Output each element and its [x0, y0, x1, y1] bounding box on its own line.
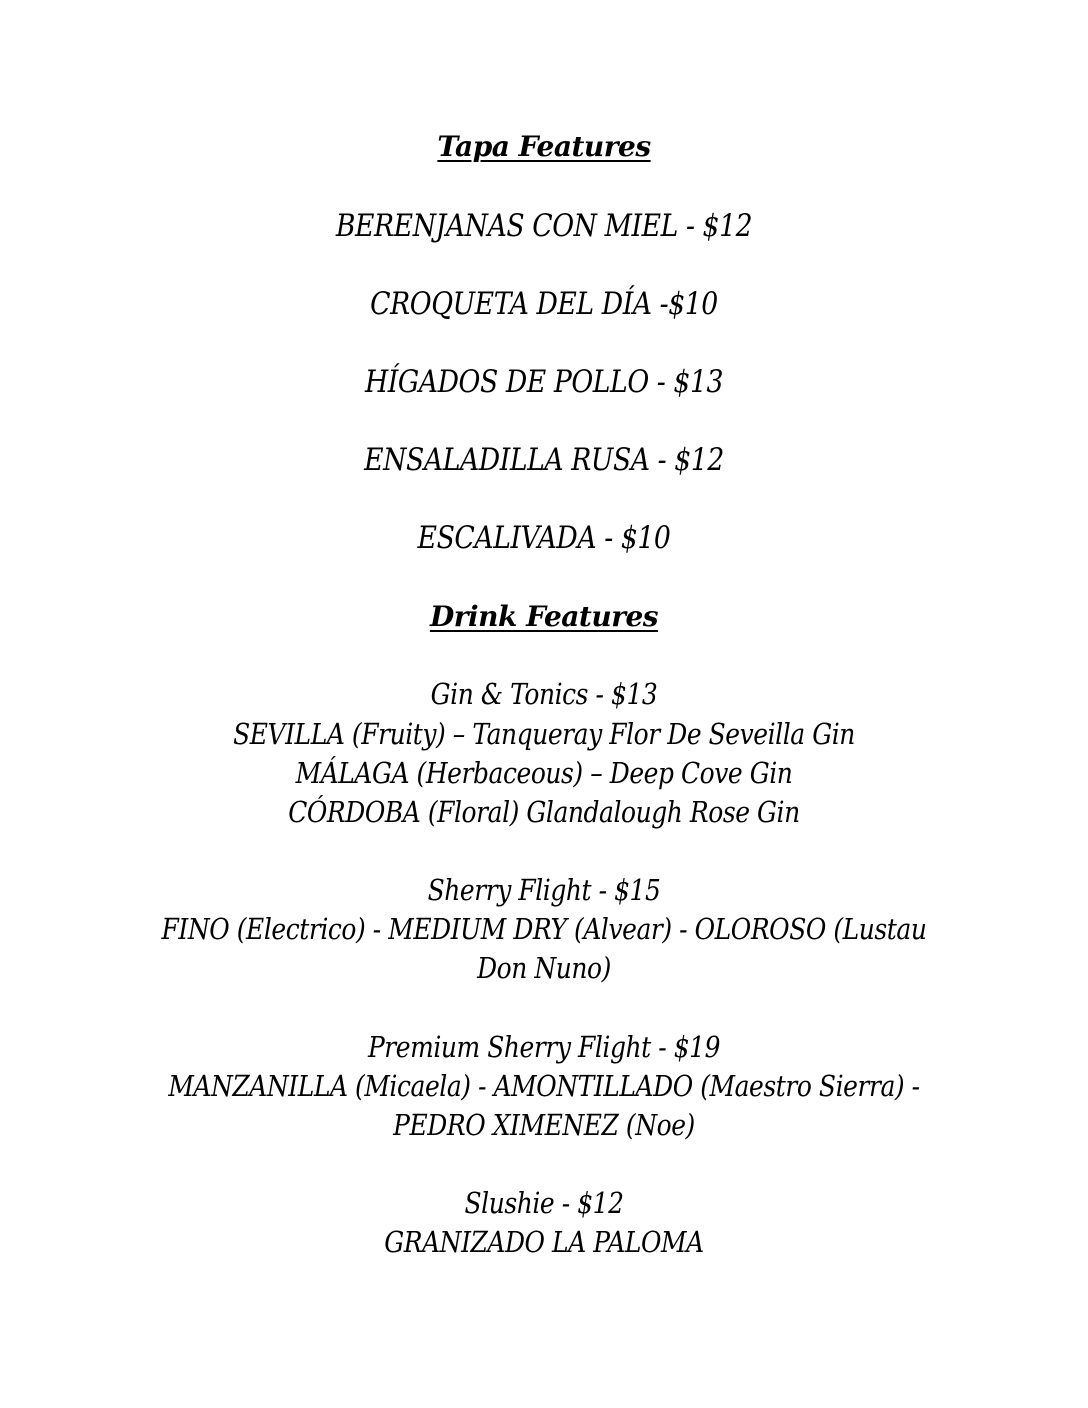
premium-sherry-title: Premium Sherry Flight - $19 [367, 1030, 721, 1064]
tapa-item-berenjenas: BERENJANAS CON MIEL - $12 [335, 208, 753, 244]
sherry-flight-title: Sherry Flight - $15 [427, 873, 661, 907]
slushie-title: Slushie - $12 [464, 1186, 624, 1220]
tapa-item-higados: HÍGADOS DE POLLO - $13 [364, 364, 724, 400]
gin-line-malaga: MÁLAGA (Herbaceous) – Deep Cove Gin [295, 756, 793, 790]
premium-sherry-line-2: PEDRO XIMENEZ (Noe) [393, 1108, 695, 1142]
gin-tonics-title: Gin & Tonics - $13 [430, 677, 658, 711]
gin-line-cordoba: CÓRDOBA (Floral) Glandalough Rose Gin [288, 795, 800, 829]
gin-line-sevilla: SEVILLA (Fruity) – Tanqueray Flor De Seveilla Gin [233, 717, 855, 751]
tapa-item-croqueta: CROQUETA DEL DÍA -$10 [370, 286, 718, 322]
tapa-features-heading: Tapa Features [437, 130, 651, 163]
sherry-flight-line-2: Don Nuno) [477, 951, 611, 985]
premium-sherry-line-1: MANZANILLA (Micaela) - AMONTILLADO (Maestro Sierra) - [168, 1069, 920, 1103]
tapa-item-escalivada: ESCALIVADA - $10 [417, 520, 671, 556]
sherry-flight-line-1: FINO (Electrico) - MEDIUM DRY (Alvear) - OLOROSO (Lustau [161, 912, 927, 946]
slushie-line: GRANIZADO LA PALOMA [384, 1225, 704, 1259]
tapa-item-ensaladilla: ENSALADILLA RUSA - $12 [364, 442, 724, 478]
drink-features-heading: Drink Features [429, 600, 659, 633]
